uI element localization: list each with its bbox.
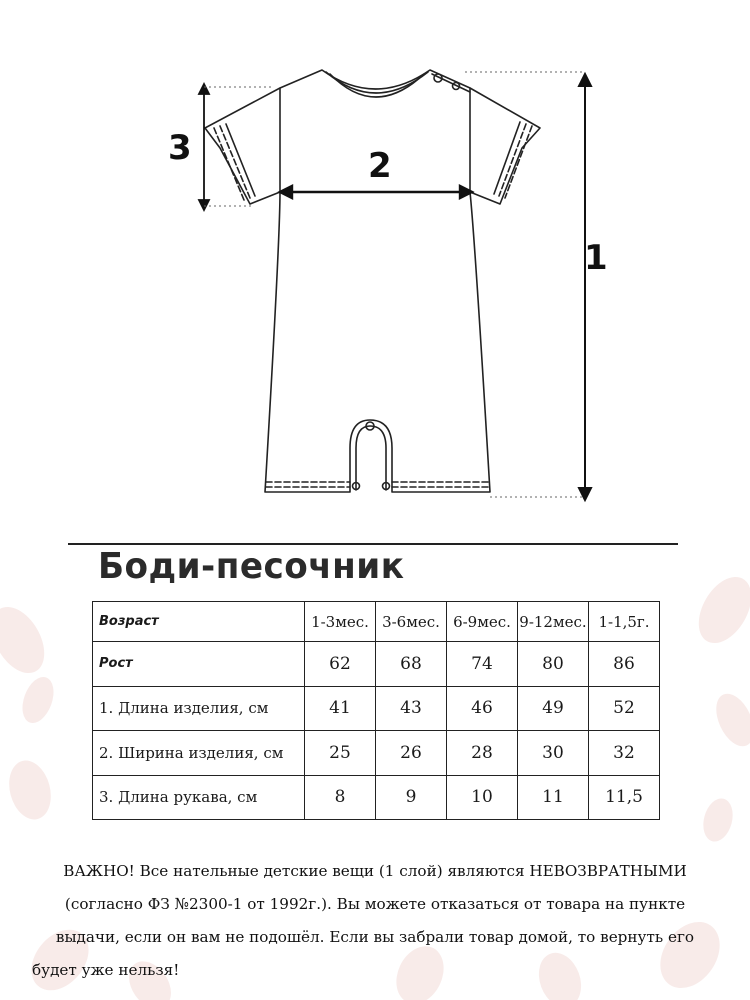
notice-line: (согласно ФЗ №2300-1 от 1992г.). Вы можете отказаться от товара на пункте (64, 895, 686, 913)
table-row (93, 642, 660, 686)
return-policy-notice (30, 855, 720, 987)
row-label: 3. Длина рукава, см (93, 775, 305, 819)
divider-line (68, 543, 678, 545)
table-cell: 26 (376, 731, 447, 775)
table-cell: 68 (376, 642, 447, 686)
header-col: 1-3мес. (305, 602, 376, 642)
table-cell: 46 (447, 686, 518, 730)
header-col: 3-6мес. (376, 602, 447, 642)
table-cell: 8 (305, 775, 376, 819)
label-width: 2 (368, 146, 392, 186)
table-row (93, 686, 660, 730)
table-cell: 43 (376, 686, 447, 730)
table-cell: 25 (305, 731, 376, 775)
table-cell: 80 (518, 642, 589, 686)
header-label: Возраст (93, 602, 305, 642)
table-cell: 49 (518, 686, 589, 730)
row-label: 1. Длина изделия, см (93, 686, 305, 730)
size-table (92, 601, 660, 820)
table-header-row (93, 602, 660, 642)
notice-line: выдачи, если он вам не подошёл. Если вы забрали товар домой, то вернуть его (55, 928, 695, 946)
row-label: 2. Ширина изделия, см (93, 731, 305, 775)
table-cell: 86 (589, 642, 660, 686)
table-cell: 52 (589, 686, 660, 730)
table-row (93, 775, 660, 819)
table-cell: 74 (447, 642, 518, 686)
header-col: 6-9мес. (447, 602, 518, 642)
table-cell: 62 (305, 642, 376, 686)
table-cell: 11 (518, 775, 589, 819)
table-cell: 10 (447, 775, 518, 819)
table-cell: 32 (589, 731, 660, 775)
header-col: 1-1,5г. (589, 602, 660, 642)
label-sleeve: 3 (168, 128, 192, 168)
table-row (93, 731, 660, 775)
header-col: 9-12мес. (518, 602, 589, 642)
notice-line: будет уже нельзя! (32, 961, 180, 979)
table-cell: 11,5 (589, 775, 660, 819)
table-cell: 30 (518, 731, 589, 775)
label-length: 1 (584, 238, 608, 278)
table-cell: 41 (305, 686, 376, 730)
table-cell: 9 (376, 775, 447, 819)
page-title: Боди-песочник (98, 546, 405, 587)
notice-line: ВАЖНО! Все нательные детские вещи (1 слой) являются НЕВОЗВРАТНЫМИ (63, 862, 687, 880)
row-label: Рост (93, 642, 305, 686)
table-cell: 28 (447, 731, 518, 775)
